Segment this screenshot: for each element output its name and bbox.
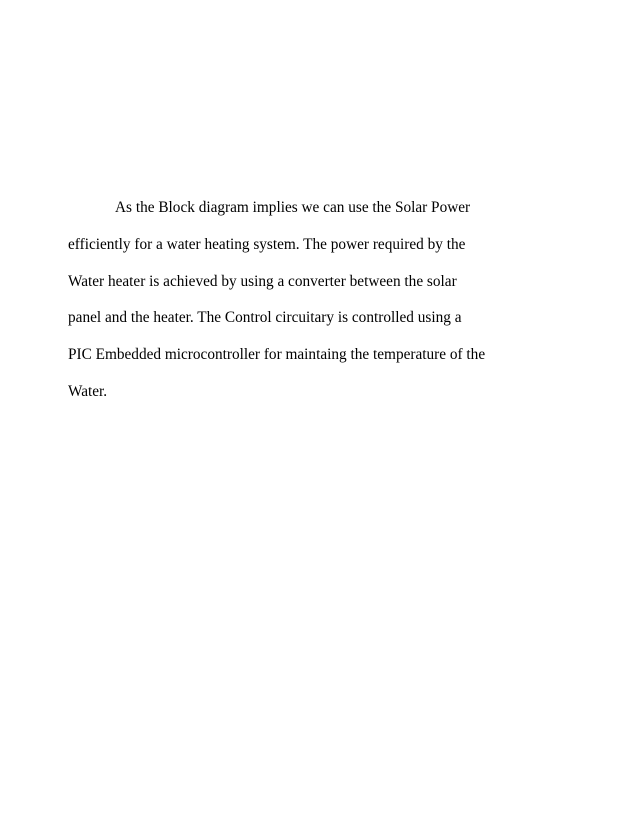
paragraph-line: PIC Embedded microcontroller for maintaing the temperature of the [68,346,486,364]
paragraph-line: efficiently for a water heating system. The power required by the [68,235,466,253]
body-paragraph [68,190,568,411]
paragraph-line: As the Block diagram implies we can use the Solar Power [115,199,471,216]
paragraph-line: Water. [68,382,108,400]
paragraph-line: Water heater is achieved by using a converter between the solar [68,272,457,290]
paragraph-line: panel and the heater. The Control circuitary is controlled using a [68,309,462,327]
